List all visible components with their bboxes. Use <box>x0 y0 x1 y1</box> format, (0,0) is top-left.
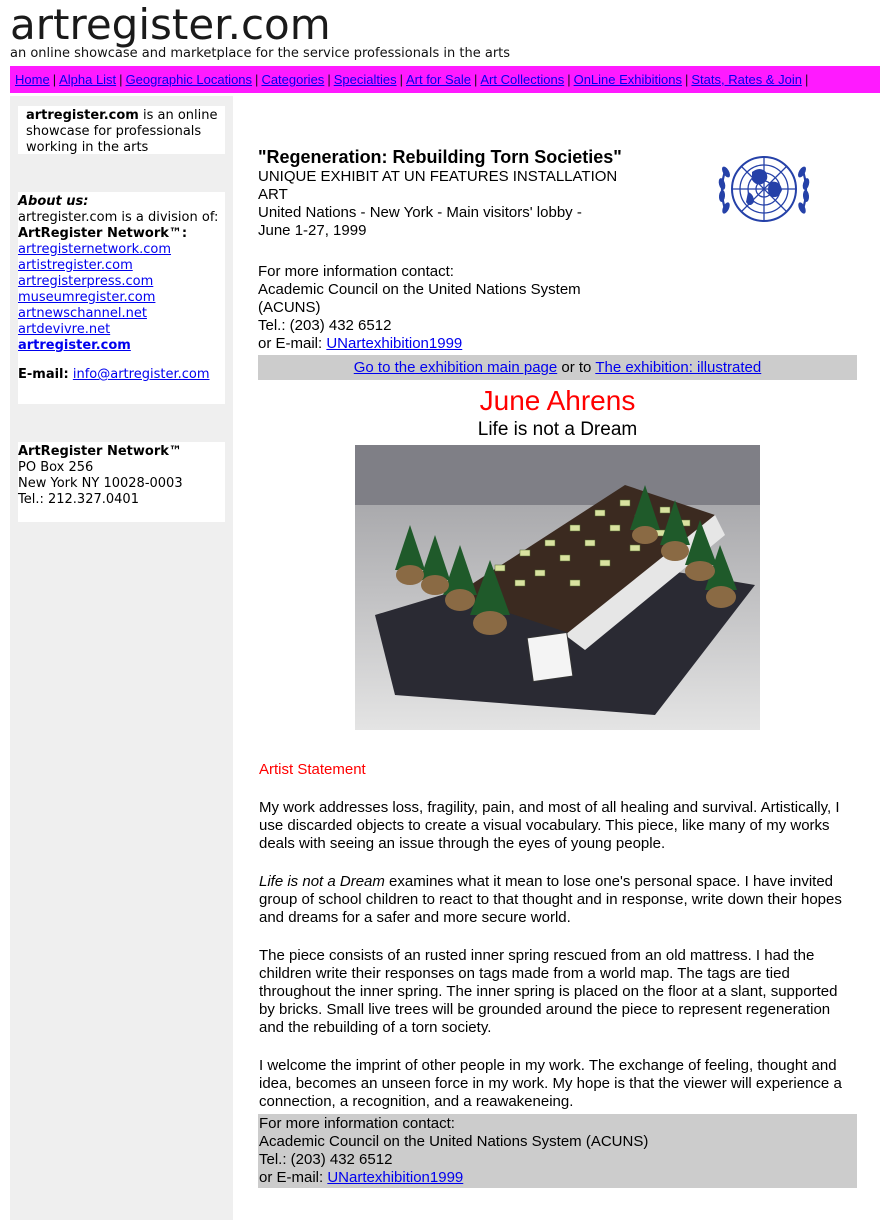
nav-separator: | <box>567 72 571 87</box>
exhibition-title: "Regeneration: Rebuilding Torn Societies" <box>258 147 622 167</box>
nav-separator: | <box>685 72 689 87</box>
nav-separator: | <box>52 72 57 87</box>
statement-work-title: Life is not a Dream <box>259 873 385 890</box>
site-tagline: an online showcase and marketplace for the service professionals in the arts <box>10 46 511 61</box>
address-line-po-box: PO Box 256 <box>18 460 94 475</box>
exhibition-info <box>258 140 858 353</box>
exhibition-link-bar <box>258 355 857 380</box>
contact-email-prefix: or E-mail: <box>258 335 327 352</box>
nav-link-art-for-sale[interactable]: Art for Sale <box>405 72 471 87</box>
statement-paragraph-1: My work addresses loss, fragility, pain, and most of all healing and survival. Artistically, I use discarded objects to create a visual vocabulary. This piece, like many of my works deals with seeing an issue through the eyes of young people. <box>259 799 840 852</box>
bottom-contact-org: Academic Council on the United Nations System (ACUNS) <box>259 1133 649 1150</box>
statement-paragraph-3: The piece consists of an rusted inner spring rescued from an old mattress. I had the children write their responses on tags made from a world map. The tags are tied throughout the inner spring. The inner spring is placed on the floor at a slant, supported by bricks. Small live trees will be grounded around the piece to represent regeneration and the rebuilding of a torn society. <box>259 947 838 1036</box>
nav-bar <box>10 66 880 93</box>
artist-statement-heading: Artist Statement <box>259 761 366 778</box>
sidebar-about-box <box>18 192 225 404</box>
exhibition-venue-line1: United Nations - New York - Main visitors' lobby - <box>258 204 582 221</box>
sidebar-email-link[interactable]: info@artregister.com <box>72 367 210 382</box>
nav-link-stats-rates-join[interactable]: Stats, Rates & Join <box>691 72 802 87</box>
sidebar-intro-box <box>18 106 225 154</box>
nav-link-online-exhibitions[interactable]: OnLine Exhibitions <box>573 72 682 87</box>
address-line-city: New York NY 10028-0003 <box>18 476 183 491</box>
nav-link-specialties[interactable]: Specialties <box>333 72 397 87</box>
sidebar-intro-bold: artregister.com <box>26 108 139 123</box>
nav-link-home[interactable]: Home <box>15 72 50 87</box>
nav-link-art-collections[interactable]: Art Collections <box>480 72 565 87</box>
sidebar <box>10 96 233 1220</box>
network-link-museumregister[interactable]: museumregister.com <box>18 290 156 305</box>
nav-link-alpha-list[interactable]: Alpha List <box>59 72 117 87</box>
bottom-contact-box <box>258 1114 857 1188</box>
about-heading: About us: <box>18 194 89 209</box>
contact-intro: For more information contact: <box>258 263 454 280</box>
nav-separator: | <box>804 72 809 87</box>
exhibition-subtitle-line2: ART <box>258 186 288 203</box>
network-link-artregister[interactable]: artregister.com <box>18 338 131 353</box>
nav-separator: | <box>255 72 259 87</box>
address-line-tel: Tel.: 212.327.0401 <box>18 492 139 507</box>
nav-separator: | <box>399 72 403 87</box>
network-link-artregisterpress[interactable]: artregisterpress.com <box>18 274 154 289</box>
installation-photo <box>355 445 760 730</box>
artist-name: June Ahrens <box>479 385 636 416</box>
statement-paragraph-2 <box>259 873 857 927</box>
network-link-artdevivre[interactable]: artdevivre.net <box>18 322 111 337</box>
about-text: artregister.com is a division of: <box>18 210 219 225</box>
exhibition-subtitle-line1: UNIQUE EXHIBIT AT UN FEATURES INSTALLATION <box>258 168 618 185</box>
bottom-contact-intro: For more information contact: <box>259 1115 455 1132</box>
contact-email-link[interactable]: UNartexhibition1999 <box>326 335 463 352</box>
sidebar-address-box <box>18 442 225 522</box>
exhibition-illustrated-link[interactable]: The exhibition: illustrated <box>595 359 762 376</box>
bottom-contact-email-link[interactable]: UNartexhibition1999 <box>327 1169 464 1186</box>
bottom-contact-tel: Tel.: (203) 432 6512 <box>259 1151 393 1168</box>
exhibition-main-page-link[interactable]: Go to the exhibition main page <box>353 359 558 376</box>
link-bar-separator-text: or to <box>557 359 596 376</box>
network-link-artregisternetwork[interactable]: artregisternetwork.com <box>18 242 172 257</box>
statement-paragraph-2-text: examines what it mean to lose one's personal space. I have invited group of school children to react to that thought and in response, write down their hopes and dreams for a safer and more secure world. <box>259 873 842 926</box>
network-link-artistregister[interactable]: artistregister.com <box>18 258 133 273</box>
address-heading: ArtRegister Network™ <box>18 444 182 459</box>
nav-separator: | <box>119 72 123 87</box>
email-label: E-mail: <box>18 367 69 382</box>
contact-org-line2: (ACUNS) <box>258 299 321 316</box>
nav-separator: | <box>327 72 331 87</box>
bottom-contact-email-prefix: or E-mail: <box>259 1169 328 1186</box>
contact-org-line1: Academic Council on the United Nations System <box>258 281 581 298</box>
site-title: artregister.com <box>10 0 331 49</box>
statement-paragraph-4: I welcome the imprint of other people in my work. The exchange of feeling, thought and idea, becomes an unseen force in my work. My hope is that the viewer will experience a connection, a recognition, and a reawakeneing. <box>259 1057 842 1110</box>
nav-separator: | <box>474 72 478 87</box>
exhibition-venue-line2: June 1-27, 1999 <box>258 222 367 239</box>
network-link-artnewschannel[interactable]: artnewschannel.net <box>18 306 147 321</box>
nav-link-categories[interactable]: Categories <box>261 72 325 87</box>
contact-tel: Tel.: (203) 432 6512 <box>258 317 392 334</box>
sidebar-intro-text: is an online showcase for professionals working in the arts <box>26 108 218 155</box>
work-title: Life is not a Dream <box>477 419 638 440</box>
nav-link-geographic-locations[interactable]: Geographic Locations <box>125 72 253 87</box>
network-heading: ArtRegister Network™: <box>18 226 188 241</box>
